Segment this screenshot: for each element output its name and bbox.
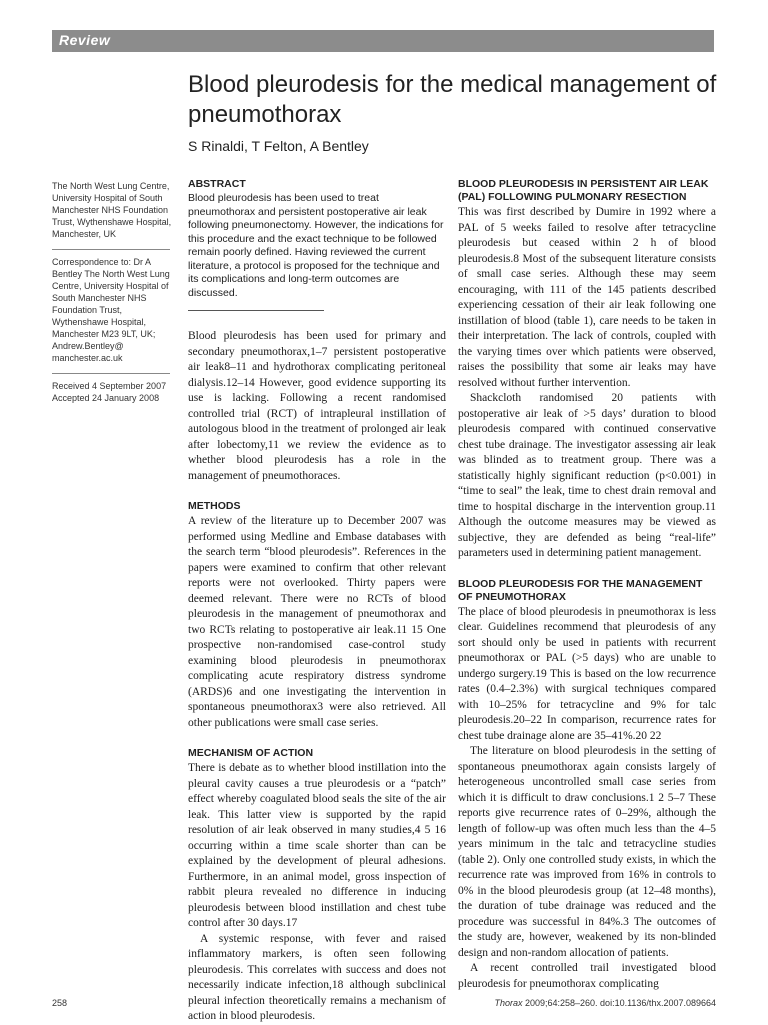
pal-paragraph-2: Shackcloth randomised 20 patients with postoperative air leak of >5 days’ duration to blood pleurodesis compared with continued conservative chest tube drainage. The investigator assessing air leak was blinded as to treatment group. There was a statistically highly significant reduction (p<0.001) in “time to seal” the leak, time to chest drain removal and time to hospital discharge in the intervention group.11 Although the outcome measures may be viewed as subjective, they are defended as being “real-life” parameters used in determining patient management. xyxy=(458,392,716,559)
mechanism-heading: MECHANISM OF ACTION xyxy=(188,747,314,759)
affiliation-address: The North West Lung Centre, University Hospital of South Manchester NHS Foundation Trust, Wythenshawe Hospital, Manchester, UK xyxy=(52,181,172,239)
management-paragraph-3: A recent controlled trail investigated blood pleurodesis for pneumothorax complicating xyxy=(458,962,716,990)
sidebar-divider xyxy=(52,373,170,374)
right-column xyxy=(458,178,716,992)
abstract-heading: ABSTRACT xyxy=(188,178,246,190)
management-paragraph-2: The literature on blood pleurodesis in the setting of spontaneous pneumothorax again consists largely of heterogeneous uncontrolled small case series from which it is difficult to draw conclusions.1 2 5–7 These reports give recurrence rates of 0–29%, although the length of follow-up was often much less than the 4–5 years minimum in the talc and tetracycline studies (table 2). Only one controlled study exists, in which the recurrence rate was improved from 16% in controls to 0% in the blood pleurodesis group (at 12–48 months), the duration of tube drainage was reduced and the procedure was successful in 84%.3 The outcomes of the study are, however, weakened by its non-blinded design and non-random allocation of patients. xyxy=(458,745,716,959)
received-date: Received 4 September 2007 xyxy=(52,381,167,391)
methods-paragraph: A review of the literature up to December 2007 was performed using Medline and Embase databases with the search term “blood pleurodesis”. References in the papers were examined to confirm that other relevant reports were not overlooked. Thirty papers were deemed relevant. There were no RCTs of blood pleurodesis in the management of pneumothorax and two RCTs relating to postoperative air leak.11 15 One prospective non-randomised case-control study examining blood pleurodesis in pneumothorax complicating acute respiratory distress syndrome (ARDS)6 and one investigating the intervention in spontaneous pneumothorax3 were also retrieved. All other publications were small case series. xyxy=(188,515,446,729)
journal-name: Thorax xyxy=(494,998,523,1008)
mechanism-paragraph-2: A systemic response, with fever and raised inflammatory markers, is often seen following pleurodesis. This correlates with success and does not necessarily indicate infection,18 although subclinical pleural infection theoretically remains a mechanism of action in blood pleurodesis. xyxy=(188,932,446,1022)
article-authors: S Rinaldi, T Felton, A Bentley xyxy=(188,138,369,154)
abstract-divider xyxy=(188,310,324,311)
accepted-date: Accepted 24 January 2008 xyxy=(52,393,160,403)
pal-paragraph-1: This was first described by Dumire in 1992 where a PAL of 5 weeks failed to resolve after tetracycline pleurodesis but ceased within 2 h of blood pleurodesis.8 Most of the subsequent literature consists of small case series. Although these may seem encouraging, with 111 of the 145 patients described experiencing cessation of their air leak following one instillation of blood (table 1), care needs to be taken in their interpretation. The lack of controls, coupled with the varying times over which patients were observed, raises the possibility that some air leaks may have resolved without further intervention. xyxy=(458,206,716,389)
management-heading: BLOOD PLEURODESIS FOR THE MANAGEMENT OF PNEUMOTHORAX xyxy=(458,577,703,603)
mechanism-paragraph-1: There is debate as to whether blood instillation into the pleural cavity causes a true pleurodesis or a “patch” effect whereby coagulated blood seals the site of the air leak. This latter view is supported by the rapid resolution of air leak observed in many studies,4 5 16 occurring within a time scale shorter than can be explained by the development of pleural adhesions. Furthermore, in an animal model, gross inspection of rabbit pleura revealed no difference in inducing pleurodesis between blood instillation and chest tube control after 30 days.17 xyxy=(188,762,446,929)
article-title: Blood pleurodesis for the medical management of pneumothorax xyxy=(188,71,717,128)
section-band xyxy=(52,30,714,52)
citation-details: 2009;64:258–260. doi:10.1136/thx.2007.089664 xyxy=(522,998,716,1008)
management-paragraph-1: The place of blood pleurodesis in pneumothorax is less clear. Guidelines recommend that pleurodesis of any sort should only be used in patients with recurrent pneumothorax or PAL (>5 days) who are unable to undergo surgery.19 This is based on the low recurrence rates (0.4–2.3%) with surgical techniques compared with 10–25% for tetracycline and 9% for talc pleurodesis.20–22 In comparison, recurrence rates for chest tube drainage alone are 35–41%.20 22 xyxy=(458,605,716,742)
section-label: Review xyxy=(59,32,111,48)
correspondence: Correspondence to: Dr A Bentley The North West Lung Centre, University Hospital of South Manchester NHS Foundation Trust, Wythenshawe Hospital, Manchester M23 9LT, UK; Andrew.Bentley@ manchester.ac.uk xyxy=(52,257,170,363)
pal-heading: BLOOD PLEURODESIS IN PERSISTENT AIR LEAK (PAL) FOLLOWING PULMONARY RESECTION xyxy=(458,178,709,203)
left-column xyxy=(188,178,446,1025)
journal-citation xyxy=(494,998,716,1008)
abstract-text: Blood pleurodesis has been used to treat pneumothorax and persistent postoperative air leak following pneumonectomy. However, the indications for this procedure and the exact technique to be followed remain poorly defined. Having reviewed the current literature, a protocol is proposed for the technique and its complications and long-term outcomes are discussed. xyxy=(188,192,444,299)
sidebar-divider xyxy=(52,249,170,250)
methods-heading: METHODS xyxy=(188,500,241,512)
intro-paragraph: Blood pleurodesis has been used for primary and secondary pneumothorax,1–7 persistent postoperative air leak8–11 and hydrothorax complicating peritoneal dialysis.12–14 However, good evidence supporting its use is lacking. Following a recent randomised controlled trial (RCT) of intrapleural instillation of autologous blood in the treatment of prolonged air leak after lobectomy,11 we review the evidence as to whether blood pleurodesis has a role in the management of pneumothoraces. xyxy=(188,330,446,482)
page-number: 258 xyxy=(52,998,68,1008)
affiliation-sidebar xyxy=(52,180,177,413)
